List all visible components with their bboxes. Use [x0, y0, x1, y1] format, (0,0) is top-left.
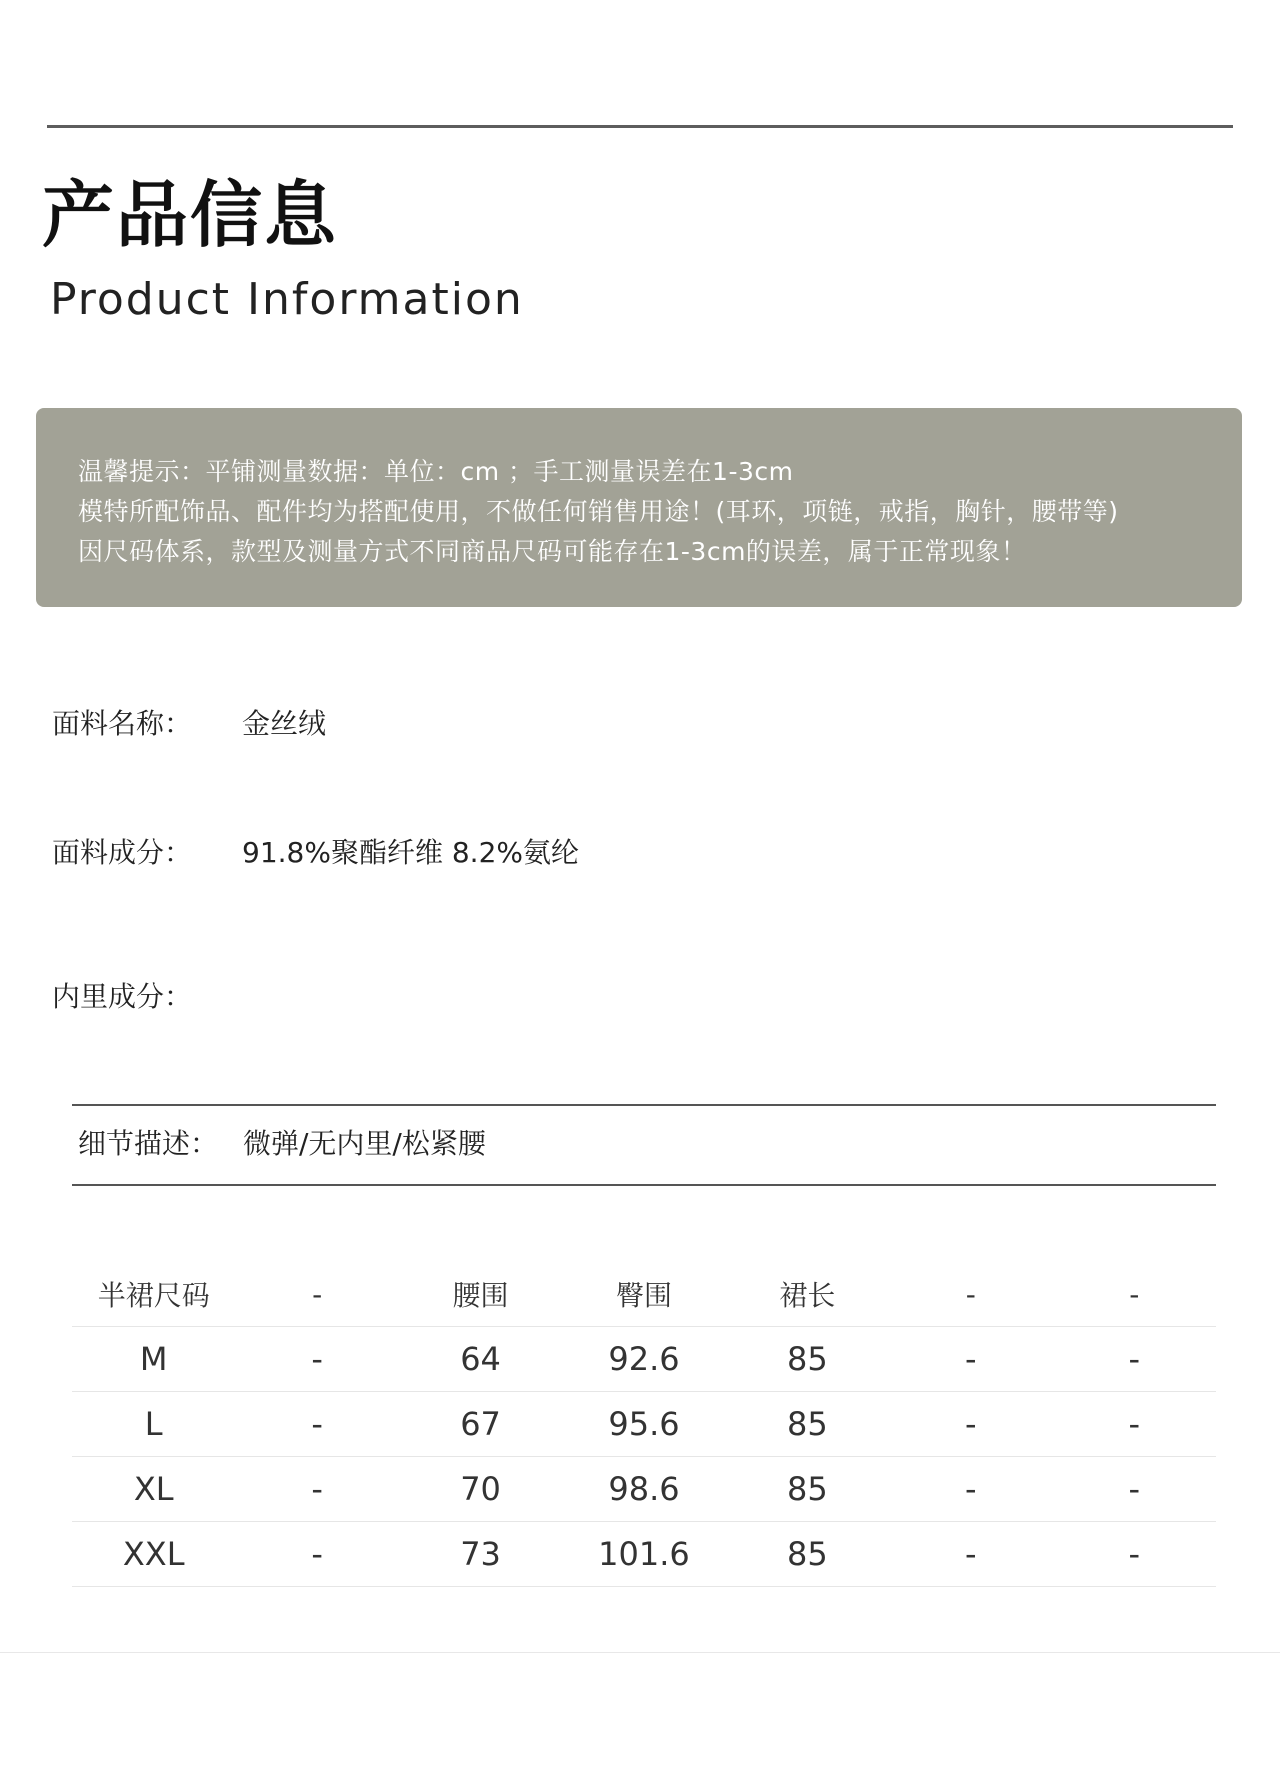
waist-cell: 64 — [399, 1327, 562, 1392]
lining-composition-row — [52, 977, 242, 1017]
notice-box — [36, 408, 1242, 607]
hip-cell: 92.6 — [562, 1327, 725, 1392]
notice-line: 因尺码体系，款型及测量方式不同商品尺码可能存在1-3cm的误差，属于正常现象！ — [78, 537, 1027, 566]
fabric-name-label: 面料名称： — [52, 707, 193, 740]
table-cell: - — [235, 1392, 398, 1457]
header-cell: 裙长 — [726, 1262, 889, 1327]
fabric-composition-label: 面料成分： — [52, 836, 193, 869]
detail-value: 微弹/无内里/松紧腰 — [243, 1127, 486, 1160]
table-cell: - — [889, 1327, 1052, 1392]
size-table — [72, 1262, 1216, 1587]
size-cell: M — [72, 1327, 235, 1392]
top-divider — [47, 125, 1233, 128]
detail-label: 细节描述： — [78, 1127, 219, 1160]
size-cell: XXL — [72, 1522, 235, 1587]
header-cell: - — [1053, 1262, 1216, 1327]
table-cell: - — [1053, 1392, 1216, 1457]
header-cell: - — [235, 1262, 398, 1327]
length-cell: 85 — [726, 1522, 889, 1587]
page-title: 产品信息 — [42, 173, 339, 257]
waist-cell: 70 — [399, 1457, 562, 1522]
table-cell: - — [889, 1392, 1052, 1457]
table-row — [72, 1392, 1216, 1457]
hip-cell: 98.6 — [562, 1457, 725, 1522]
header-cell: 腰围 — [399, 1262, 562, 1327]
page-subtitle: Product Information — [50, 274, 524, 325]
table-cell: - — [889, 1457, 1052, 1522]
header-cell: - — [889, 1262, 1052, 1327]
header-cell: 半裙尺码 — [72, 1262, 235, 1327]
size-cell: XL — [72, 1457, 235, 1522]
length-cell: 85 — [726, 1457, 889, 1522]
header-cell: 臀围 — [562, 1262, 725, 1327]
notice-line: 模特所配饰品、配件均为搭配使用，不做任何销售用途！(耳环，项链，戒指，胸针，腰带等) — [78, 497, 1119, 526]
lining-composition-label: 内里成分： — [52, 980, 193, 1013]
fabric-composition-value: 91.8%聚酯纤维 8.2%氨纶 — [242, 836, 579, 869]
table-cell: - — [1053, 1522, 1216, 1587]
fabric-name-row — [52, 704, 326, 744]
table-row — [72, 1457, 1216, 1522]
size-table-header — [72, 1262, 1216, 1327]
notice-line: 温馨提示：平铺测量数据：单位：cm ；手工测量误差在1-3cm — [78, 457, 794, 486]
fabric-composition-row — [52, 833, 579, 873]
waist-cell: 67 — [399, 1392, 562, 1457]
hip-cell: 95.6 — [562, 1392, 725, 1457]
table-cell: - — [1053, 1457, 1216, 1522]
waist-cell: 73 — [399, 1522, 562, 1587]
table-cell: - — [1053, 1327, 1216, 1392]
table-row — [72, 1522, 1216, 1587]
length-cell: 85 — [726, 1327, 889, 1392]
table-cell: - — [889, 1522, 1052, 1587]
table-row — [72, 1327, 1216, 1392]
detail-top-divider — [72, 1104, 1216, 1106]
length-cell: 85 — [726, 1392, 889, 1457]
table-cell: - — [235, 1327, 398, 1392]
detail-row — [78, 1124, 486, 1164]
fabric-name-value: 金丝绒 — [242, 707, 327, 740]
table-cell: - — [235, 1522, 398, 1587]
size-cell: L — [72, 1392, 235, 1457]
bottom-divider — [0, 1652, 1280, 1653]
detail-bottom-divider — [72, 1184, 1216, 1186]
table-cell: - — [235, 1457, 398, 1522]
hip-cell: 101.6 — [562, 1522, 725, 1587]
